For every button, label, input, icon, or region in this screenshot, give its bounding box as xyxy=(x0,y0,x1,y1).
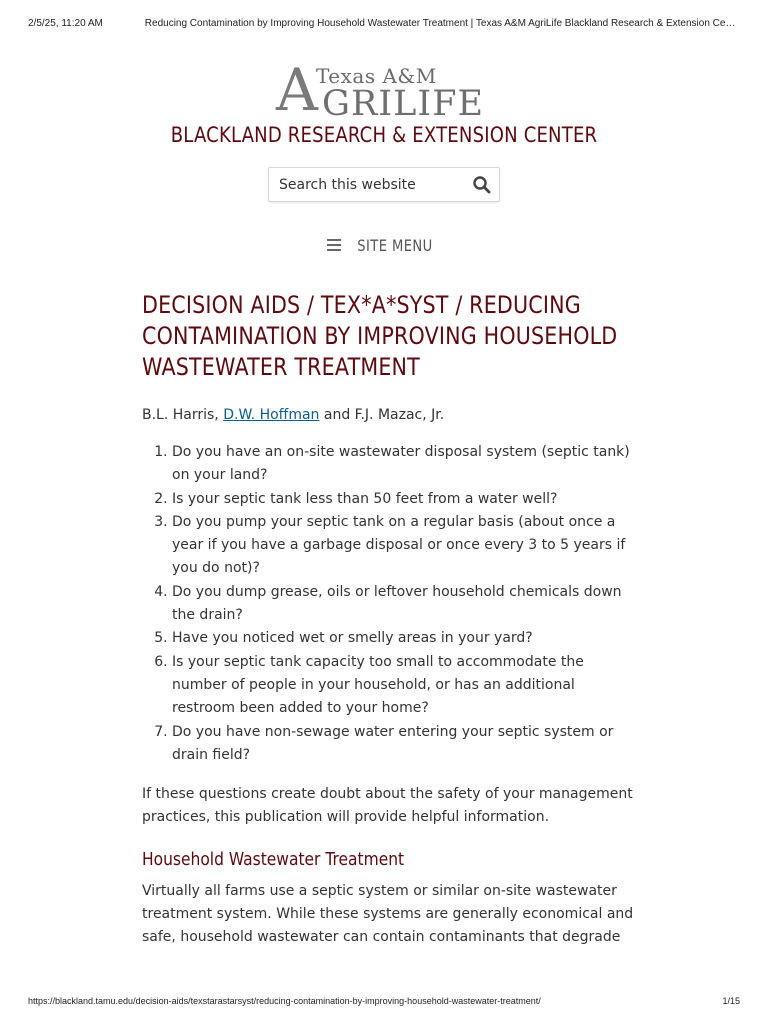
agrilife-logo[interactable] xyxy=(0,56,768,124)
print-url: https://blackland.tamu.edu/decision-aids/texstarastarsyst/reducing-contamination-by-improving-household-wastewater-treatment/ xyxy=(28,996,541,1006)
list-item: 6. Is your septic tank capacity too small to accommodate the number of people in your household, or has an additional restroom been added to your home? xyxy=(172,651,638,721)
search-icon[interactable] xyxy=(471,174,493,196)
site-name[interactable]: BLACKLAND RESEARCH & EXTENSION CENTER xyxy=(170,123,598,147)
list-item: 5. Have you noticed wet or smelly areas in your yard? xyxy=(172,627,638,650)
list-item: 1. Do you have an on-site wastewater disposal system (septic tank) on your land? xyxy=(172,441,638,488)
print-header xyxy=(28,18,740,29)
print-page-title: Reducing Contamination by Improving Household Wastewater Treatment | Texas A&M AgriLife Blackland Research & Extension Ce… xyxy=(144,18,736,29)
intro-paragraph: If these questions create doubt about the safety of your management practices, this publication will provide helpful information. xyxy=(142,786,633,826)
search-box xyxy=(268,167,500,202)
list-item: 2. Is your septic tank less than 50 feet from a water well? xyxy=(172,488,638,511)
section-heading: Household Wastewater Treatment xyxy=(142,848,405,870)
author-link[interactable]: D.W. Hoffman xyxy=(223,407,320,423)
question-list xyxy=(142,441,638,767)
logo-big-letter: A xyxy=(276,56,318,124)
logo-wordmark: GRILIFE xyxy=(322,84,485,124)
print-page-number: 1/15 xyxy=(722,996,740,1006)
main-content xyxy=(142,290,638,950)
search-input[interactable] xyxy=(279,174,459,196)
print-footer xyxy=(28,996,740,1006)
author-before: B.L. Harris, xyxy=(142,407,224,423)
page-title: DECISION AIDS / TEX*A*SYST / REDUCING CONTAMINATION BY IMPROVING HOUSEHOLD WASTEWATER TREATMENT xyxy=(142,291,618,381)
list-item: 4. Do you dump grease, oils or leftover household chemicals down the drain? xyxy=(172,581,638,628)
author-after: and F.J. Mazac, Jr. xyxy=(319,407,445,423)
list-item: 7. Do you have non-sewage water entering your septic system or drain field? xyxy=(172,721,638,768)
authors xyxy=(142,405,638,425)
site-menu-button[interactable] xyxy=(327,236,441,255)
list-item: 3. Do you pump your septic tank on a regular basis (about once a year if you have a garbage disposal or once every 3 to 5 years if you do not)? xyxy=(172,511,638,581)
print-datetime: 2/5/25, 11:20 AM xyxy=(28,18,103,29)
logo-top-line: Texas A&M xyxy=(316,64,437,88)
section-paragraph: Virtually all farms use a septic system or similar on-site wastewater treatment system. While these systems are generally economical and safe, household wastewater can contain contaminants that degrade xyxy=(142,882,634,946)
site-menu xyxy=(0,236,768,255)
site-menu-label: SITE MENU xyxy=(357,236,433,255)
hamburger-icon xyxy=(327,236,341,255)
